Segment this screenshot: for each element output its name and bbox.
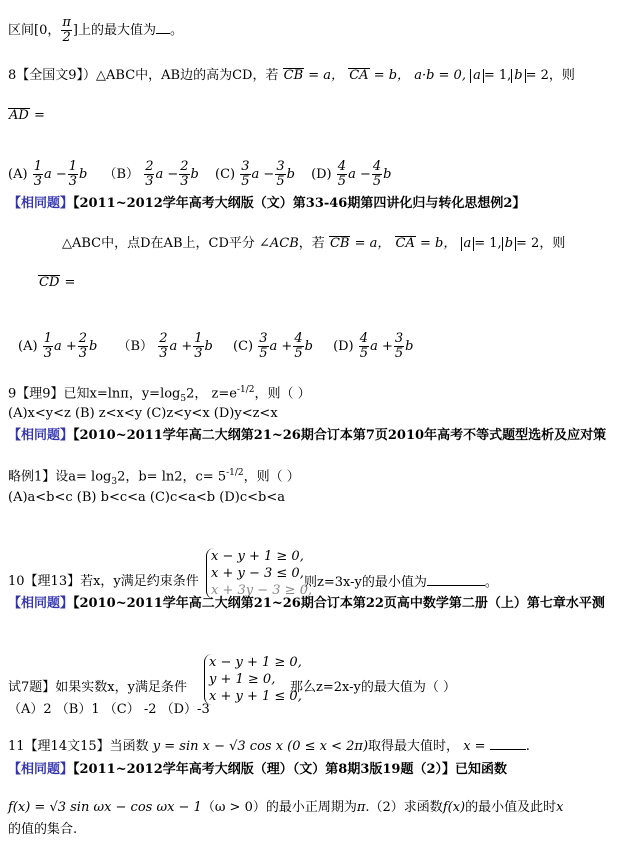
q8-ad-line [8, 108, 45, 124]
related1-stem [62, 236, 565, 252]
frac-num: 4 [372, 159, 382, 174]
frac-num: 1 [68, 159, 78, 174]
q8-eq-a: = a， [308, 68, 345, 83]
frac-num: 4 [294, 331, 303, 346]
frac-num: 1 [194, 331, 203, 346]
q11-end: . [525, 739, 530, 754]
frac [240, 160, 250, 189]
opt-label: (C) [233, 339, 254, 354]
q11-stem [8, 738, 530, 755]
q8-stem-a: △ABC中，AB边的高为CD，若 [96, 68, 279, 83]
frac [394, 332, 404, 361]
abs-a: a [461, 237, 475, 251]
q10-question [304, 574, 498, 591]
r3-constraint-system [204, 654, 302, 705]
frac-num: 1 [43, 331, 52, 346]
constraint-line: x + 3y − 3 ≥ 0, [211, 583, 313, 598]
q8-options [8, 160, 391, 189]
q11-var: x = [463, 739, 486, 754]
r1-option-a [18, 331, 98, 361]
frac [68, 160, 78, 189]
q9-text-b: 2， z=e [186, 386, 237, 402]
r2-text-b: 2，b= ln2，c= 5 [117, 469, 227, 485]
frac-den: 3 [43, 346, 52, 361]
q10-text-a: 10【理13】若x，y满足约束条件 [8, 574, 199, 589]
related2-source: 【2010~2011学年高二大纲第21~26期合订本第7页2010年高考不等式题型选析及应对策 [73, 428, 607, 443]
answer-blank [490, 738, 526, 750]
q10-end: 。 [484, 575, 498, 590]
q9-options: (A)x<y<z (B) z<x<y (C)z<y<x (D)y<z<x [8, 406, 278, 421]
r4-part2: .（2）求函数 [365, 800, 443, 815]
frac-den: 5 [337, 174, 347, 189]
frac-den: 2 [62, 30, 71, 45]
related-tag: 【相同题】 [8, 196, 74, 211]
frac [43, 332, 53, 361]
r4-formula: f(x) = √3 sin ωx − cos ωx − 1 [8, 800, 202, 815]
q8-number: 8【全国文9】） [8, 68, 97, 83]
related4-stem [8, 800, 563, 816]
q8-option-b [103, 159, 199, 189]
r1-eq1: = 1, [474, 236, 502, 251]
abs-b: b [511, 69, 525, 83]
frac [144, 160, 154, 189]
related2-options: (A)a<b<c (B) b<c<a (C)c<a<b (D)c<b<a [8, 490, 285, 505]
r2-text-c: ，则（ ） [243, 469, 300, 485]
frac-num: 3 [276, 159, 285, 174]
vec-ca: CA [349, 68, 369, 83]
frac [293, 332, 303, 361]
frac-num: 2 [180, 159, 189, 174]
vec-ca: CA [395, 236, 415, 251]
related4-last: 的值的集合. [8, 822, 78, 837]
r1-stem-a: △ABC中，点D在AB上，CD平分 [62, 236, 255, 251]
related1-header [8, 196, 525, 212]
vec-ad: AD [9, 108, 29, 123]
constraint-line: x − y + 1 ≥ 0, [209, 655, 302, 670]
frac [158, 332, 168, 361]
opt-label: （B） [103, 167, 140, 182]
frac-num: 3 [259, 331, 268, 346]
frac-den: 3 [180, 174, 189, 189]
q8-option-d [311, 159, 392, 189]
q9-sup: -1/2 [236, 385, 255, 395]
opt-label: (D) [333, 339, 354, 354]
opt-label: （B） [117, 339, 154, 354]
r1-eq2: = 2，则 [516, 236, 566, 251]
frac-den: 5 [276, 174, 285, 189]
frac-den: 5 [241, 174, 250, 189]
r2-text-a: 略例1】设a= log [8, 469, 112, 485]
opt-tail: b [286, 167, 295, 182]
opt-label: (A) [18, 339, 38, 354]
q8-eq-b: = b， [373, 68, 411, 83]
related3-header [8, 596, 605, 612]
related3-stem [8, 680, 187, 696]
frac [275, 160, 285, 189]
q7-tail-line [8, 16, 183, 45]
r2-sub: 3 [111, 476, 118, 487]
r3-text-a: 试7题】如果实数x，y满足条件 [8, 680, 187, 695]
related1-cd-line [38, 275, 75, 291]
q8-eq-end: = [33, 108, 45, 123]
frac-den: 3 [194, 346, 203, 361]
r1-option-b [117, 331, 213, 361]
r2-sup: -1/2 [226, 468, 244, 478]
related4-source: 【2011~2012学年高考大纲版（理）（文）第8期3版19题（2）】已知函数 [73, 762, 507, 777]
q10-stem [8, 574, 199, 590]
frac-num: 1 [33, 159, 42, 174]
frac [359, 332, 369, 361]
opt-op: a + [53, 339, 77, 354]
related1-options [18, 332, 413, 361]
q7-prefix: 区间[0， [8, 23, 61, 38]
q7-end: 。 [169, 23, 183, 38]
opt-tail: b [89, 339, 98, 354]
r4-part3: 的最小值及此时 [465, 800, 557, 815]
abs-b: b [502, 237, 516, 251]
frac-den: 3 [145, 174, 154, 189]
frac-den: 5 [294, 346, 303, 361]
related2-header [8, 428, 606, 444]
related3-source: 【2010~2011学年高二大纲第21~26期合订本第22页高中数学第二册（上）第七章水平测 [73, 596, 605, 611]
q11-text-b: 取得最大值时， [368, 739, 460, 754]
q11-text-a: 11【理14文15】当函数 [8, 739, 149, 754]
q8-option-c [215, 159, 295, 189]
constraint-line: x + y − 3 ≤ 0, [211, 566, 304, 581]
frac-den: 3 [78, 346, 88, 361]
angle-acb: ∠ACB [259, 236, 299, 251]
opt-tail: b [204, 339, 213, 354]
q10-constraint-system [206, 548, 312, 599]
r4-pi: π [356, 800, 366, 815]
opt-op: a + [370, 339, 393, 354]
opt-tail: b [79, 167, 88, 182]
r1-option-c [233, 331, 313, 361]
frac-num: 3 [241, 159, 250, 174]
constraint-line: x + y + 1 ≤ 0, [209, 689, 302, 704]
r1-eq-end: = [64, 275, 76, 290]
opt-op: a − [251, 167, 275, 182]
q8-option-a [8, 159, 88, 189]
frac-num: 2 [145, 159, 154, 174]
q8-cond: a·b = 0, [414, 68, 466, 83]
frac-den: 3 [68, 174, 78, 189]
frac-den: 5 [394, 346, 404, 361]
opt-label: (A) [8, 167, 28, 182]
related-tag: 【相同题】 [8, 428, 74, 443]
frac-den: 5 [372, 174, 382, 189]
abs-a: a [470, 69, 484, 83]
q11-formula: y = sin x − √3 cos x (0 ≤ x < 2π) [152, 739, 369, 754]
opt-op: a + [269, 339, 293, 354]
frac [33, 160, 43, 189]
vec-cb: CB [329, 236, 350, 251]
vec-cd: CD [39, 275, 60, 290]
frac-num: 4 [337, 159, 347, 174]
q9-sub: 5 [180, 393, 187, 404]
opt-tail: b [383, 167, 392, 182]
q8-stem [8, 68, 575, 84]
r1-eq-b: = b， [420, 236, 457, 251]
q8-eq1: = 1, [483, 68, 512, 83]
frac [179, 160, 189, 189]
related-tag: 【相同题】 [8, 596, 74, 611]
frac-num: π [62, 15, 71, 30]
opt-op: a − [348, 167, 371, 182]
frac-num: 3 [394, 331, 404, 346]
q10-text-b: 则z=3x-y的最小值为 [304, 575, 427, 590]
frac [193, 332, 203, 361]
related-tag: 【相同题】 [8, 762, 74, 777]
q9-text-a: 9【理9】已知x=lnπ，y=log [8, 386, 181, 402]
related4-header [8, 762, 507, 778]
frac-num: 2 [159, 331, 168, 346]
opt-tail: b [304, 339, 313, 354]
frac [372, 160, 382, 189]
frac [78, 332, 88, 361]
q8-eq2: = 2，则 [525, 68, 575, 83]
opt-op: a − [155, 167, 179, 182]
related3-question: 那么z=2x-y的最大值为（ ） [290, 680, 456, 695]
opt-op: a + [169, 339, 193, 354]
frac-den: 5 [259, 346, 268, 361]
frac-num: 4 [359, 331, 369, 346]
opt-tail: b [405, 339, 414, 354]
pi-over-2-fraction [61, 16, 72, 45]
opt-label: (C) [215, 167, 236, 182]
answer-blank [427, 574, 485, 586]
vec-cb: CB [283, 68, 304, 83]
opt-label: (D) [311, 167, 332, 182]
constraint-line: y + 1 ≥ 0, [209, 672, 276, 687]
opt-tail: b [190, 167, 199, 182]
frac-den: 3 [33, 174, 42, 189]
related2-stem [8, 465, 300, 490]
frac-num: 2 [78, 331, 88, 346]
frac-den: 3 [159, 346, 168, 361]
r1-option-d [333, 331, 414, 361]
frac [337, 160, 347, 189]
q7-suffix: ]上的最大值为 [72, 23, 156, 38]
frac-den: 5 [359, 346, 369, 361]
q9-text-c: ，则（ ） [254, 386, 311, 402]
constraint-line: x − y + 1 ≥ 0, [211, 549, 304, 564]
r1-eq-a: = a， [354, 236, 391, 251]
r4-cond: （ω > 0）的最小正周期为 [201, 800, 357, 815]
r4-fx: f(x) [442, 800, 466, 815]
r4-x: x [556, 800, 564, 815]
r1-stem-b: ，若 [298, 236, 325, 251]
related1-source: 【2011~2012学年高考大纲版（文）第33-46期第四讲化归与转化思想例2】 [73, 196, 526, 211]
q9-stem [8, 382, 311, 407]
answer-blank [156, 22, 170, 34]
related3-options: （A）2 （B）1 （C） -2 （D）-3 [8, 702, 210, 717]
frac [258, 332, 268, 361]
opt-op: a − [43, 167, 67, 182]
